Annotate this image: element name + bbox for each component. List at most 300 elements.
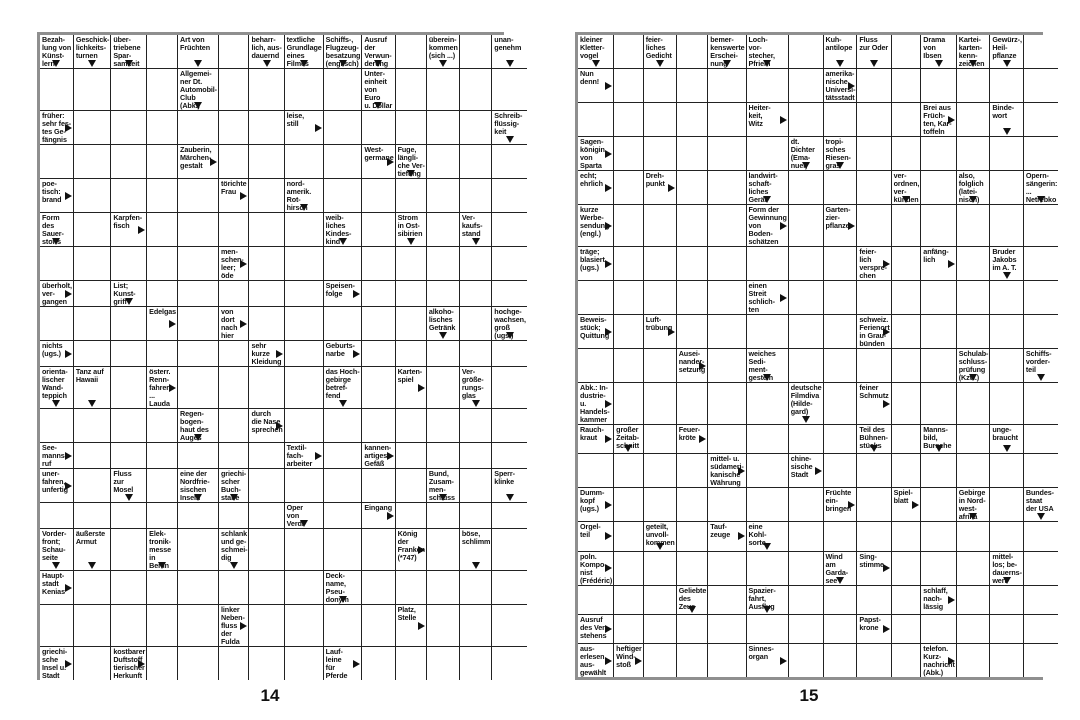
answer-cell[interactable] [427, 605, 460, 647]
answer-cell[interactable] [427, 367, 460, 409]
answer-cell[interactable] [708, 205, 746, 247]
answer-cell[interactable] [824, 522, 858, 551]
answer-cell[interactable] [396, 469, 427, 503]
answer-cell[interactable] [427, 69, 460, 111]
answer-cell[interactable] [285, 247, 324, 281]
answer-cell[interactable] [362, 571, 395, 605]
answer-cell[interactable] [708, 171, 746, 205]
answer-cell[interactable] [178, 247, 219, 281]
answer-cell[interactable] [178, 111, 219, 145]
answer-cell[interactable] [921, 315, 956, 349]
answer-cell[interactable] [285, 647, 324, 680]
answer-cell[interactable] [708, 315, 746, 349]
answer-cell[interactable] [921, 205, 956, 247]
answer-cell[interactable] [892, 586, 922, 615]
answer-cell[interactable] [892, 615, 922, 644]
answer-cell[interactable] [892, 383, 922, 425]
answer-cell[interactable] [219, 69, 249, 111]
answer-cell[interactable] [178, 605, 219, 647]
answer-cell[interactable] [614, 615, 644, 644]
answer-cell[interactable] [892, 454, 922, 488]
answer-cell[interactable] [427, 443, 460, 469]
answer-cell[interactable] [219, 367, 249, 409]
answer-cell[interactable] [857, 349, 891, 383]
answer-cell[interactable] [990, 488, 1024, 522]
answer-cell[interactable] [892, 103, 922, 137]
answer-cell[interactable] [147, 647, 178, 680]
answer-cell[interactable] [111, 341, 147, 367]
answer-cell[interactable] [285, 409, 324, 443]
answer-cell[interactable] [219, 111, 249, 145]
answer-cell[interactable] [957, 247, 991, 281]
answer-cell[interactable] [111, 69, 147, 111]
answer-cell[interactable] [492, 179, 527, 213]
answer-cell[interactable] [40, 307, 74, 341]
answer-cell[interactable] [427, 409, 460, 443]
answer-cell[interactable] [324, 443, 363, 469]
answer-cell[interactable] [249, 145, 284, 179]
answer-cell[interactable] [147, 179, 178, 213]
answer-cell[interactable] [492, 213, 527, 247]
answer-cell[interactable] [178, 503, 219, 529]
answer-cell[interactable] [857, 171, 891, 205]
answer-cell[interactable] [1024, 35, 1058, 69]
answer-cell[interactable] [644, 205, 677, 247]
answer-cell[interactable] [74, 145, 111, 179]
answer-cell[interactable] [957, 454, 991, 488]
answer-cell[interactable] [614, 349, 644, 383]
answer-cell[interactable] [324, 469, 363, 503]
answer-cell[interactable] [1024, 552, 1058, 586]
answer-cell[interactable] [219, 443, 249, 469]
answer-cell[interactable] [111, 247, 147, 281]
answer-cell[interactable] [957, 315, 991, 349]
answer-cell[interactable] [285, 145, 324, 179]
answer-cell[interactable] [824, 247, 858, 281]
answer-cell[interactable] [396, 111, 427, 145]
answer-cell[interactable] [1024, 522, 1058, 551]
answer-cell[interactable] [990, 522, 1024, 551]
answer-cell[interactable] [219, 213, 249, 247]
answer-cell[interactable] [990, 615, 1024, 644]
answer-cell[interactable] [644, 69, 677, 103]
answer-cell[interactable] [614, 281, 644, 315]
answer-cell[interactable] [427, 281, 460, 307]
answer-cell[interactable] [644, 247, 677, 281]
answer-cell[interactable] [324, 605, 363, 647]
answer-cell[interactable] [492, 145, 527, 179]
answer-cell[interactable] [492, 281, 527, 307]
answer-cell[interactable] [857, 103, 891, 137]
answer-cell[interactable] [921, 552, 956, 586]
answer-cell[interactable] [677, 205, 709, 247]
answer-cell[interactable] [460, 341, 492, 367]
answer-cell[interactable] [614, 137, 644, 171]
answer-cell[interactable] [147, 213, 178, 247]
answer-cell[interactable] [677, 281, 709, 315]
answer-cell[interactable] [614, 171, 644, 205]
answer-cell[interactable] [708, 247, 746, 281]
answer-cell[interactable] [285, 307, 324, 341]
answer-cell[interactable] [460, 281, 492, 307]
answer-cell[interactable] [644, 349, 677, 383]
answer-cell[interactable] [324, 145, 363, 179]
answer-cell[interactable] [362, 307, 395, 341]
answer-cell[interactable] [74, 571, 111, 605]
answer-cell[interactable] [677, 488, 709, 522]
answer-cell[interactable] [396, 281, 427, 307]
answer-cell[interactable] [644, 615, 677, 644]
answer-cell[interactable] [147, 247, 178, 281]
answer-cell[interactable] [824, 644, 858, 677]
answer-cell[interactable] [921, 171, 956, 205]
answer-cell[interactable] [362, 341, 395, 367]
answer-cell[interactable] [677, 644, 709, 677]
answer-cell[interactable] [614, 488, 644, 522]
answer-cell[interactable] [74, 647, 111, 680]
answer-cell[interactable] [789, 488, 824, 522]
answer-cell[interactable] [921, 488, 956, 522]
answer-cell[interactable] [285, 341, 324, 367]
answer-cell[interactable] [147, 469, 178, 503]
answer-cell[interactable] [789, 247, 824, 281]
answer-cell[interactable] [677, 315, 709, 349]
answer-cell[interactable] [892, 137, 922, 171]
answer-cell[interactable] [219, 281, 249, 307]
answer-cell[interactable] [74, 281, 111, 307]
answer-cell[interactable] [857, 69, 891, 103]
answer-cell[interactable] [747, 247, 789, 281]
answer-cell[interactable] [362, 179, 395, 213]
answer-cell[interactable] [492, 647, 527, 680]
answer-cell[interactable] [824, 349, 858, 383]
answer-cell[interactable] [789, 522, 824, 551]
answer-cell[interactable] [990, 171, 1024, 205]
answer-cell[interactable] [460, 179, 492, 213]
answer-cell[interactable] [111, 529, 147, 571]
answer-cell[interactable] [111, 503, 147, 529]
answer-cell[interactable] [1024, 644, 1058, 677]
answer-cell[interactable] [427, 647, 460, 680]
answer-cell[interactable] [708, 586, 746, 615]
answer-cell[interactable] [249, 529, 284, 571]
answer-cell[interactable] [362, 213, 395, 247]
answer-cell[interactable] [789, 315, 824, 349]
answer-cell[interactable] [957, 425, 991, 454]
answer-cell[interactable] [111, 367, 147, 409]
answer-cell[interactable] [492, 571, 527, 605]
answer-cell[interactable] [40, 247, 74, 281]
answer-cell[interactable] [892, 315, 922, 349]
answer-cell[interactable] [747, 383, 789, 425]
answer-cell[interactable] [460, 35, 492, 69]
answer-cell[interactable] [396, 571, 427, 605]
answer-cell[interactable] [324, 111, 363, 145]
answer-cell[interactable] [362, 529, 395, 571]
answer-cell[interactable] [285, 69, 324, 111]
answer-cell[interactable] [147, 341, 178, 367]
answer-cell[interactable] [362, 111, 395, 145]
answer-cell[interactable] [460, 111, 492, 145]
answer-cell[interactable] [396, 443, 427, 469]
answer-cell[interactable] [578, 103, 614, 137]
answer-cell[interactable] [990, 137, 1024, 171]
answer-cell[interactable] [427, 247, 460, 281]
answer-cell[interactable] [1024, 69, 1058, 103]
answer-cell[interactable] [921, 454, 956, 488]
answer-cell[interactable] [285, 469, 324, 503]
answer-cell[interactable] [460, 69, 492, 111]
answer-cell[interactable] [614, 454, 644, 488]
answer-cell[interactable] [111, 409, 147, 443]
answer-cell[interactable] [708, 69, 746, 103]
answer-cell[interactable] [644, 488, 677, 522]
answer-cell[interactable] [111, 605, 147, 647]
answer-cell[interactable] [362, 605, 395, 647]
answer-cell[interactable] [677, 35, 709, 69]
answer-cell[interactable] [249, 281, 284, 307]
answer-cell[interactable] [492, 409, 527, 443]
answer-cell[interactable] [824, 454, 858, 488]
answer-cell[interactable] [789, 205, 824, 247]
answer-cell[interactable] [644, 454, 677, 488]
answer-cell[interactable] [427, 503, 460, 529]
answer-cell[interactable] [857, 137, 891, 171]
answer-cell[interactable] [1024, 315, 1058, 349]
answer-cell[interactable] [285, 571, 324, 605]
answer-cell[interactable] [644, 644, 677, 677]
answer-cell[interactable] [644, 425, 677, 454]
answer-cell[interactable] [219, 571, 249, 605]
answer-cell[interactable] [396, 503, 427, 529]
answer-cell[interactable] [857, 644, 891, 677]
answer-cell[interactable] [460, 247, 492, 281]
answer-cell[interactable] [249, 647, 284, 680]
answer-cell[interactable] [324, 179, 363, 213]
answer-cell[interactable] [957, 281, 991, 315]
answer-cell[interactable] [921, 69, 956, 103]
answer-cell[interactable] [892, 281, 922, 315]
answer-cell[interactable] [74, 247, 111, 281]
answer-cell[interactable] [249, 503, 284, 529]
answer-cell[interactable] [147, 145, 178, 179]
answer-cell[interactable] [396, 247, 427, 281]
answer-cell[interactable] [40, 69, 74, 111]
answer-cell[interactable] [990, 315, 1024, 349]
answer-cell[interactable] [747, 454, 789, 488]
answer-cell[interactable] [249, 213, 284, 247]
answer-cell[interactable] [178, 571, 219, 605]
answer-cell[interactable] [789, 103, 824, 137]
answer-cell[interactable] [427, 179, 460, 213]
answer-cell[interactable] [921, 349, 956, 383]
answer-cell[interactable] [644, 103, 677, 137]
answer-cell[interactable] [147, 571, 178, 605]
answer-cell[interactable] [178, 307, 219, 341]
answer-cell[interactable] [614, 247, 644, 281]
answer-cell[interactable] [1024, 103, 1058, 137]
answer-cell[interactable] [857, 488, 891, 522]
answer-cell[interactable] [460, 409, 492, 443]
answer-cell[interactable] [460, 571, 492, 605]
answer-cell[interactable] [708, 281, 746, 315]
answer-cell[interactable] [644, 137, 677, 171]
answer-cell[interactable] [249, 179, 284, 213]
answer-cell[interactable] [957, 522, 991, 551]
answer-cell[interactable] [957, 644, 991, 677]
answer-cell[interactable] [74, 605, 111, 647]
answer-cell[interactable] [427, 529, 460, 571]
answer-cell[interactable] [990, 644, 1024, 677]
answer-cell[interactable] [857, 281, 891, 315]
answer-cell[interactable] [460, 469, 492, 503]
answer-cell[interactable] [147, 35, 178, 69]
answer-cell[interactable] [74, 307, 111, 341]
answer-cell[interactable] [74, 179, 111, 213]
answer-cell[interactable] [892, 35, 922, 69]
answer-cell[interactable] [362, 409, 395, 443]
answer-cell[interactable] [178, 281, 219, 307]
answer-cell[interactable] [677, 615, 709, 644]
answer-cell[interactable] [427, 111, 460, 145]
answer-cell[interactable] [708, 383, 746, 425]
answer-cell[interactable] [747, 137, 789, 171]
answer-cell[interactable] [677, 552, 709, 586]
answer-cell[interactable] [892, 349, 922, 383]
answer-cell[interactable] [111, 111, 147, 145]
answer-cell[interactable] [249, 247, 284, 281]
answer-cell[interactable] [178, 179, 219, 213]
answer-cell[interactable] [990, 586, 1024, 615]
answer-cell[interactable] [111, 179, 147, 213]
answer-cell[interactable] [219, 409, 249, 443]
answer-cell[interactable] [747, 425, 789, 454]
answer-cell[interactable] [492, 503, 527, 529]
answer-cell[interactable] [249, 307, 284, 341]
answer-cell[interactable] [40, 503, 74, 529]
answer-cell[interactable] [614, 586, 644, 615]
answer-cell[interactable] [644, 552, 677, 586]
answer-cell[interactable] [362, 647, 395, 680]
answer-cell[interactable] [285, 529, 324, 571]
answer-cell[interactable] [957, 103, 991, 137]
answer-cell[interactable] [789, 349, 824, 383]
answer-cell[interactable] [324, 503, 363, 529]
answer-cell[interactable] [324, 529, 363, 571]
answer-cell[interactable] [396, 307, 427, 341]
answer-cell[interactable] [492, 443, 527, 469]
answer-cell[interactable] [324, 409, 363, 443]
answer-cell[interactable] [892, 522, 922, 551]
answer-cell[interactable] [285, 367, 324, 409]
answer-cell[interactable] [892, 205, 922, 247]
answer-cell[interactable] [789, 35, 824, 69]
answer-cell[interactable] [644, 281, 677, 315]
answer-cell[interactable] [427, 571, 460, 605]
answer-cell[interactable] [219, 503, 249, 529]
answer-cell[interactable] [396, 179, 427, 213]
answer-cell[interactable] [677, 69, 709, 103]
answer-cell[interactable] [324, 247, 363, 281]
answer-cell[interactable] [789, 69, 824, 103]
answer-cell[interactable] [147, 69, 178, 111]
answer-cell[interactable] [677, 103, 709, 137]
answer-cell[interactable] [857, 205, 891, 247]
answer-cell[interactable] [460, 503, 492, 529]
answer-cell[interactable] [857, 586, 891, 615]
answer-cell[interactable] [708, 425, 746, 454]
answer-cell[interactable] [789, 425, 824, 454]
answer-cell[interactable] [219, 35, 249, 69]
answer-cell[interactable] [396, 69, 427, 111]
answer-cell[interactable] [1024, 281, 1058, 315]
answer-cell[interactable] [427, 341, 460, 367]
answer-cell[interactable] [789, 586, 824, 615]
answer-cell[interactable] [249, 571, 284, 605]
answer-cell[interactable] [957, 205, 991, 247]
answer-cell[interactable] [824, 281, 858, 315]
answer-cell[interactable] [396, 35, 427, 69]
answer-cell[interactable] [178, 529, 219, 571]
answer-cell[interactable] [578, 281, 614, 315]
answer-cell[interactable] [747, 69, 789, 103]
answer-cell[interactable] [957, 586, 991, 615]
answer-cell[interactable] [74, 111, 111, 145]
answer-cell[interactable] [708, 103, 746, 137]
answer-cell[interactable] [614, 69, 644, 103]
answer-cell[interactable] [990, 349, 1024, 383]
answer-cell[interactable] [614, 383, 644, 425]
answer-cell[interactable] [460, 647, 492, 680]
answer-cell[interactable] [1024, 454, 1058, 488]
answer-cell[interactable] [957, 383, 991, 425]
answer-cell[interactable] [178, 647, 219, 680]
answer-cell[interactable] [285, 281, 324, 307]
answer-cell[interactable] [892, 247, 922, 281]
answer-cell[interactable] [677, 137, 709, 171]
answer-cell[interactable] [362, 281, 395, 307]
answer-cell[interactable] [492, 247, 527, 281]
answer-cell[interactable] [111, 571, 147, 605]
answer-cell[interactable] [249, 605, 284, 647]
answer-cell[interactable] [492, 69, 527, 111]
answer-cell[interactable] [990, 454, 1024, 488]
answer-cell[interactable] [178, 341, 219, 367]
answer-cell[interactable] [921, 522, 956, 551]
answer-cell[interactable] [747, 488, 789, 522]
answer-cell[interactable] [285, 213, 324, 247]
answer-cell[interactable] [578, 454, 614, 488]
answer-cell[interactable] [578, 586, 614, 615]
answer-cell[interactable] [492, 529, 527, 571]
answer-cell[interactable] [644, 586, 677, 615]
answer-cell[interactable] [74, 213, 111, 247]
answer-cell[interactable] [892, 69, 922, 103]
answer-cell[interactable] [147, 409, 178, 443]
answer-cell[interactable] [892, 425, 922, 454]
answer-cell[interactable] [921, 137, 956, 171]
answer-cell[interactable] [614, 552, 644, 586]
answer-cell[interactable] [614, 205, 644, 247]
answer-cell[interactable] [644, 383, 677, 425]
answer-cell[interactable] [1024, 425, 1058, 454]
answer-cell[interactable] [147, 605, 178, 647]
answer-cell[interactable] [460, 443, 492, 469]
answer-cell[interactable] [578, 349, 614, 383]
answer-cell[interactable] [921, 281, 956, 315]
answer-cell[interactable] [708, 349, 746, 383]
answer-cell[interactable] [40, 409, 74, 443]
